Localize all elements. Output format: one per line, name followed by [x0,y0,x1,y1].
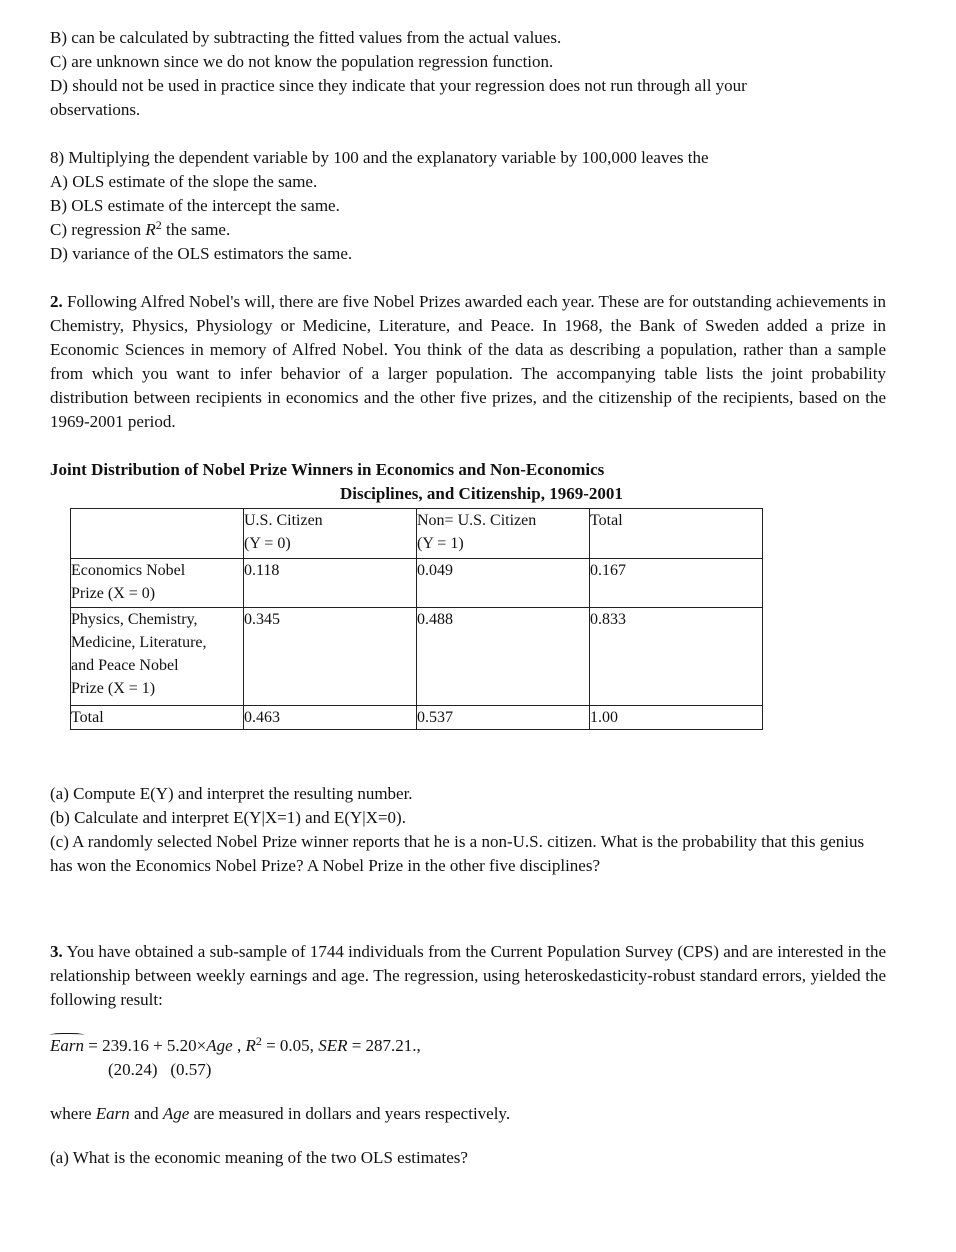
table-header-row [71,509,763,559]
table-header-us-citizen [244,509,417,559]
table-caption [50,458,886,506]
q2-part-a: (a) Compute E(Y) and interpret the resulting number. [50,784,413,803]
q8-option-c [50,218,886,242]
question-7-options [50,26,886,122]
cell-econ-total: 0.167 [590,559,763,608]
question-3 [50,940,886,1170]
q3-where-line [50,1102,886,1126]
eq-r-value: = 0.05, [261,1036,319,1055]
q2-part-c: (c) A randomly selected Nobel Prize winner reports that he is a non-U.S. citizen. What is the probability that this genius has won the Economics Nobel Prize? A Nobel Prize in the other five disciplines? [50,832,865,875]
row-label-other-prizes [71,608,244,706]
table-header-non-us-citizen [417,509,590,559]
row-label-line: Economics Nobel [71,562,186,579]
row-label-line: Prize (X = 0) [71,585,156,602]
q8-r-symbol: R [145,220,156,239]
q3-text: You have obtained a sub-sample of 1744 individuals from the Current Population Survey (CPS) and are interested in the relationship between weekly earnings and age. The regression, using heteroskedasticity-robust standard errors, yielded the following result: [50,942,886,1009]
header-non-us-citizen-label: Non= U.S. Citizen [417,512,537,529]
table-row-other-prizes [71,608,763,706]
where-earn: Earn [95,1104,130,1123]
eq-sep: , [232,1036,246,1055]
q7-option-b: B) can be calculated by subtracting the fitted values from the actual values. [50,28,562,47]
eq-ser: SER [318,1036,348,1055]
table-row-economics [71,559,763,608]
question-2 [50,290,886,506]
document-page-lower [50,782,886,1170]
q3-number: 3. [50,942,63,961]
regression-equation [50,1034,886,1058]
earn-hat: Earn [50,1034,84,1058]
row-label-line: Prize (X = 1) [71,680,156,697]
eq-r-superscript: 2 [255,1034,262,1048]
cell-econ-us: 0.118 [244,559,417,608]
eq-ser-value: = 287.21., [347,1036,421,1055]
q2-paragraph [50,290,886,434]
cell-other-non-us: 0.488 [417,608,590,706]
q8-option-d: D) variance of the OLS estimators the same. [50,244,353,263]
question-8 [50,146,886,266]
cell-total-total: 1.00 [590,706,763,730]
eq-r-symbol: R [245,1036,256,1055]
q8-r-superscript: 2 [155,218,162,232]
header-us-citizen-var: (Y = 0) [244,535,291,552]
cell-other-us: 0.345 [244,608,417,706]
q2-text: Following Alfred Nobel's will, there are five Nobel Prizes awarded each year. These are for outstanding achievements in Chemistry, Physics, Physiology or Medicine, Literature, and Peace. In 1968, the Bank of Sweden added a prize in Economic Sciences in memory of Alfred Nobel. You think of the data as describing a population, rather than a sample from which you want to infer behavior of a larger population. The accompanying table lists the joint probability distribution between recipients in economics and the other five prizes, and the citizenship of the recipients, based on the 1969-2001 period. [50,292,887,431]
q8-option-c-suffix: the same. [161,220,231,239]
row-label-line: and Peace Nobel [71,657,179,674]
header-us-citizen-label: U.S. Citizen [244,512,323,529]
q8-option-c-prefix: C) regression [50,220,146,239]
q7-option-d-line2: observations. [50,100,141,119]
where-suffix: are measured in dollars and years respectively. [189,1104,511,1123]
standard-errors: (20.24) (0.57) [108,1060,212,1079]
q8-option-b: B) OLS estimate of the intercept the same. [50,196,340,215]
where-prefix: where [50,1104,96,1123]
q8-option-a: A) OLS estimate of the slope the same. [50,172,318,191]
eq-age: Age [206,1036,233,1055]
table-header-blank [71,509,244,559]
row-label-line: Physics, Chemistry, [71,611,198,628]
where-and: and [129,1104,163,1123]
q3-paragraph [50,940,886,1012]
cell-total-non-us: 0.537 [417,706,590,730]
header-non-us-citizen-var: (Y = 1) [417,535,464,552]
table-header-total: Total [590,509,763,559]
cell-total-us: 0.463 [244,706,417,730]
document-page [50,26,886,506]
row-label-line: Medicine, Literature, [71,634,207,651]
cell-econ-non-us: 0.049 [417,559,590,608]
eq-intercept-slope: = 239.16 + 5.20× [84,1036,207,1055]
row-label-economics [71,559,244,608]
q8-stem: 8) Multiplying the dependent variable by 100 and the explanatory variable by 100,000 leaves the [50,148,709,167]
where-age: Age [162,1104,190,1123]
cell-other-total: 0.833 [590,608,763,706]
table-caption-line2: Disciplines, and Citizenship, 1969-2001 [340,484,623,503]
q2-parts [50,782,886,878]
table-caption-line1: Joint Distribution of Nobel Prize Winners in Economics and Non-Economics [50,460,605,479]
joint-distribution-table [70,508,763,730]
row-label-total: Total [71,706,244,730]
q3-part-a: (a) What is the economic meaning of the two OLS estimates? [50,1148,468,1167]
q2-number: 2. [50,292,63,311]
q7-option-c: C) are unknown since we do not know the population regression function. [50,52,554,71]
q2-part-b: (b) Calculate and interpret E(Y|X=1) and E(Y|X=0). [50,808,406,827]
q7-option-d-line1: D) should not be used in practice since they indicate that your regression does not run through all your [50,76,747,95]
table-row-total [71,706,763,730]
